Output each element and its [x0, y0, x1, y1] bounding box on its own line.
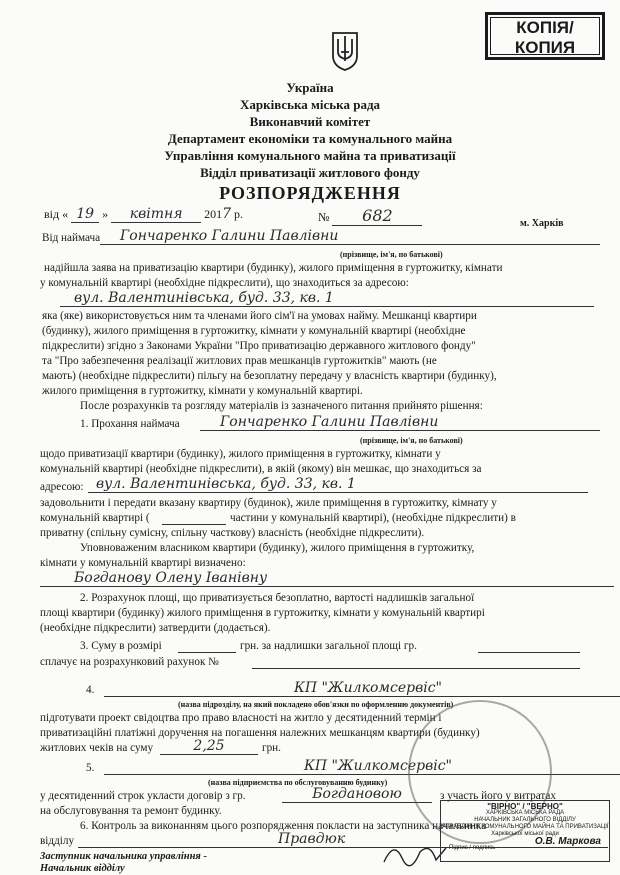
- p4-unit-handwritten: КП "Жилкомсервіс": [104, 680, 620, 697]
- p4-line-3: житлових чеків на суму: [40, 742, 154, 754]
- p1-line-8: Уповноваженим власником квартири (будинку), жилого приміщення в гуртожитку,: [80, 542, 475, 554]
- p1-line-9: кімнати у комунальній квартирі визначено:: [40, 557, 246, 569]
- stamp-rect-line-1: "ВІРНО" / "ВЕРНО": [487, 802, 563, 811]
- body-line-3: яка (яке) використовується ним та членами його сім'ї на умовах найму. Мешканці квартири: [42, 310, 477, 322]
- p5-citizen-handwritten: Богдановою: [282, 786, 432, 803]
- p4-grn: грн.: [262, 742, 281, 754]
- certification-stamp: [440, 800, 610, 862]
- p1-line-4: задовольнити і передати вказану квартиру (будинок), жиле приміщення в гуртожитку, кімнату у: [40, 497, 497, 509]
- p1-caption-full-name: (прізвище, ім'я, по батькові): [360, 436, 463, 445]
- header-country: Україна: [286, 80, 334, 95]
- p3-line-2: сплачує на розрахунковий рахунок №: [40, 656, 219, 668]
- p1-name: Гончаренко Галини Павлівни: [200, 414, 600, 431]
- owner-handwritten: Богданову Олену Іванівну: [40, 570, 614, 587]
- date-mid: »: [102, 207, 109, 221]
- date-line: [44, 206, 243, 223]
- stamp-rect-line-5: Харківської міської ради: [491, 831, 559, 837]
- signature-title-2: Начальник відділу: [40, 863, 125, 874]
- header-management: Управління комунального майна та приватизації: [164, 148, 456, 163]
- p3-line-1: 3. Суму в розмірі: [80, 640, 162, 652]
- stamp-rect-line-7: Підпис / подпись: [449, 845, 496, 851]
- header-committee: Виконавчий комітет: [249, 114, 371, 129]
- p1-blank-share: [162, 524, 226, 525]
- p3-blank-sum: [178, 652, 236, 653]
- date-month: квітня: [111, 206, 201, 223]
- address-handwritten: вул. Валентинівська, буд. 33, кв. 1: [60, 290, 594, 307]
- p1-line-2: комунальній квартирі (необхідне підкреслити), в якій (якому) він мешкає, що знаходиться за: [40, 463, 482, 475]
- number-label: №: [318, 210, 330, 224]
- copy-stamp-line-2: КОПИЯ: [514, 38, 576, 57]
- body-line-8: жилого приміщення в гуртожитку, кімнати у комунальній квартирі.: [42, 385, 363, 397]
- p6-handwritten: Правдюк: [78, 831, 608, 848]
- date-year-digit: 7: [222, 206, 232, 222]
- p5-caption-company: (назва підприємства по обслуговуванню будинку): [208, 778, 388, 787]
- p6-line-2: відділу: [40, 835, 75, 847]
- p1-address-handwritten: вул. Валентинівська, буд. 33, кв. 1: [88, 476, 588, 493]
- body-line-1: надійшла заява на приватизацію квартири (будинку), жилого приміщення в гуртожитку, кімнати: [44, 262, 503, 274]
- body-line-7: мають) (необхідне підкреслити) пільгу на безоплатну передачу у власність квартири (будинку),: [42, 370, 497, 382]
- body-line-2: у комунальній квартирі (необхідне підкреслити), що знаходиться за адресою:: [40, 277, 409, 289]
- document-title: РОЗПОРЯДЖЕННЯ: [219, 183, 401, 203]
- stamp-rect-line-4: УПРАВЛІННЯ КОМУНАЛЬНОГО МАЙНА ТА ПРИВАТИЗАЦІЇ: [441, 824, 609, 830]
- city-label: м. Харків: [520, 218, 564, 229]
- p3-line-1b: грн. за надлишки загальної площі гр.: [240, 640, 417, 652]
- p1-line-7: приватну (спільну сумісну, спільну часткову) власність (необхідне підкреслити).: [40, 527, 425, 539]
- date-year-prefix: 201: [204, 207, 223, 221]
- header-division: Відділ приватизації житлового фонду: [200, 165, 420, 180]
- p1-line-5: комунальній квартирі (: [40, 512, 150, 524]
- from-name: Гончаренко Галини Павлівни: [100, 228, 600, 245]
- p6-line-1: 6. Контроль за виконанням цього розпорядження покласти на заступника начальника: [80, 820, 487, 832]
- header-council: Харківська міська рада: [239, 97, 381, 112]
- date-day: 19: [71, 206, 99, 223]
- p4-label: 4.: [86, 684, 95, 696]
- p5-company-handwritten: КП "Жилкомсервіс": [104, 758, 620, 775]
- p4-line-1: підготувати проект свідоцтва про право власності на житло у десятиденний термін і: [40, 712, 442, 724]
- header-department: Департамент економіки та комунального майна: [167, 131, 453, 146]
- date-prefix: від «: [44, 207, 69, 221]
- p1-line-3: адресою:: [40, 481, 84, 493]
- number-field: [318, 206, 422, 226]
- p1-line-1: щодо приватизації квартири (будинку), жилого приміщення в гуртожитку, кімнати у: [40, 448, 441, 460]
- stamp-rect-line-6: О.В. Маркова: [534, 836, 601, 847]
- stamp-rect-line-2: ХАРКІВСЬКА МІСЬКА РАДА: [485, 810, 565, 816]
- p5-line-1: у десятиденний строк укласти договір з гр.: [40, 790, 246, 802]
- p4-caption-unit: (назва підрозділу, на який покладено обов'язки по оформленню документів): [178, 700, 454, 709]
- copy-stamp-line-1: КОПІЯ/: [516, 18, 574, 37]
- p2-line-2: площі квартири (будинку) жилого приміщення в гуртожитку, кімнати у комунальній квартирі: [40, 607, 485, 619]
- from-label: Від наймача: [42, 232, 101, 244]
- body-line-6: та "Про забезпечення реалізації житлових прав мешканців гуртожитків" мають (не: [42, 355, 437, 367]
- caption-full-name: (прізвище, ім'я, по батькові): [340, 250, 443, 259]
- p2-line-3: (необхідне підкреслити) затвердити (додається).: [40, 622, 271, 634]
- p2-line-1: 2. Розрахунок площі, що приватизується безоплатно, вартості надлишків загальної: [80, 592, 475, 604]
- copy-stamp: [485, 12, 605, 60]
- p1-label: 1. Прохання наймача: [80, 418, 180, 430]
- date-year-suffix: р.: [234, 207, 244, 221]
- p5-label: 5.: [86, 762, 95, 774]
- p3-blank-account: [252, 668, 580, 669]
- stamp-rect-line-3: НАЧАЛЬНИК ЗАГАЛЬНОГО ВІДДІЛУ: [474, 817, 576, 823]
- p4-sum: 2,25: [160, 738, 258, 755]
- signature-title-1: Заступник начальника управління -: [40, 851, 207, 862]
- p5-line-2: з участь його у витратах: [440, 790, 556, 802]
- p5-line-3: на обслуговування та ремонт будинку.: [40, 805, 222, 817]
- order-number: 682: [332, 206, 422, 226]
- body-line-5: підкреслити) згідно з Законами України "Про приватизацію державного житлового фонду": [42, 340, 476, 352]
- p4-line-2: приватизаційні платіжні доручення на погашення належних мешканцям квартири (будинку): [40, 727, 480, 739]
- body-line-4: (будинку), жилого приміщення в гуртожитку, кімнати у комунальній квартирі (необхідне: [42, 325, 466, 337]
- body-line-9: После розрахунків та розгляду матеріалів із зазначеного питання прийнято рішення:: [80, 400, 483, 412]
- p3-blank-name: [478, 652, 580, 653]
- trident-emblem-icon: [330, 30, 360, 72]
- p1-line-6: частини у комунальній квартирі), (необхідне підкреслити) в: [230, 512, 516, 524]
